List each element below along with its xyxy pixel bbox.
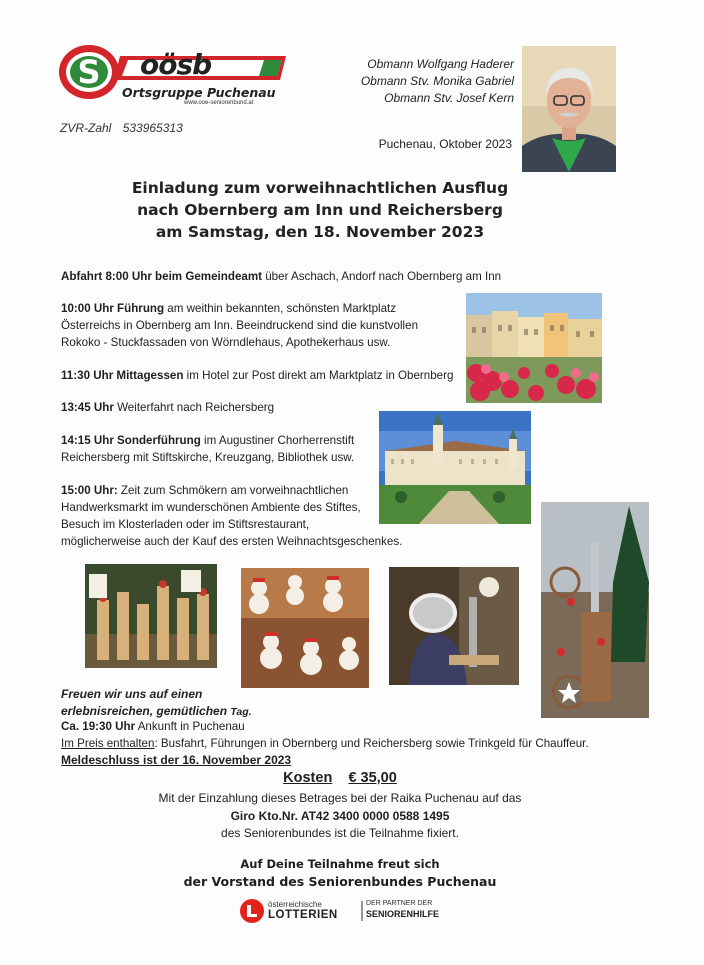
photo-wooden-crafts — [85, 564, 217, 668]
tour-line-3: Rokoko - Stuckfassaden von Wörndlehaus, Apothekerhaus usw. — [61, 336, 391, 349]
market-line-2: Handwerksmarkt im wunderschönen Ambiente des Stiftes, — [61, 501, 361, 514]
program-guided-tour — [61, 300, 418, 351]
officer-deputy-2: Obmann Stv. Josef Kern — [384, 91, 514, 105]
program-departure — [61, 268, 501, 285]
registration-deadline: Meldeschluss ist der 16. November 2023 — [61, 753, 292, 767]
letter-date: Puchenau, Oktober 2023 — [378, 137, 512, 151]
officer-deputy-1: Obmann Stv. Monika Gabriel — [360, 74, 514, 88]
title-line-1: Einladung zum vorweihnachtlichen Ausflug — [131, 179, 509, 197]
partner-small-text: DER PARTNER DER — [366, 900, 433, 907]
closing-wish-line-2: erlebnisreichen, gemütlichen — [61, 704, 228, 718]
special-tour-time: 14:15 Uhr Sonderführung — [61, 434, 201, 447]
program-onward — [61, 399, 274, 416]
signature-block — [0, 855, 680, 891]
arrival-text: Ankunft in Puchenau — [135, 720, 245, 733]
title-line-3: am Samstag, den 18. November 2023 — [155, 223, 485, 241]
cost-value: € 35,00 — [348, 770, 397, 786]
program-special-tour — [61, 432, 354, 466]
payment-line-3: des Seniorenbundes ist die Teilnahme fixiert. — [221, 826, 459, 840]
special-tour-line-1: im Augustiner Chorherrenstift — [200, 434, 355, 447]
program-market — [61, 482, 402, 550]
photo-reichersberg-abbey — [379, 411, 531, 524]
payment-line-1: Mit der Einzahlung dieses Betrages bei der Raika Puchenau auf das — [158, 791, 522, 805]
logo-wordmark: oösb — [140, 48, 212, 81]
chairman-portrait — [522, 46, 616, 172]
signature-line-1: Auf Deine Teilnahme freut sich — [240, 857, 440, 871]
logo-url: www.ooe-seniorenbund.at — [184, 100, 254, 106]
photo-craftsman-at-work — [389, 567, 519, 685]
closing-wish-line-1: Freuen wir uns auf einen — [61, 687, 203, 701]
cost-line — [0, 770, 680, 786]
program-lunch — [61, 367, 453, 384]
zvr-number: 533965313 — [122, 121, 183, 135]
market-time: 15:00 Uhr: — [61, 484, 118, 497]
officers-list — [361, 56, 514, 107]
price-includes-label: Im Preis enthalten — [61, 737, 155, 750]
zvr-label: ZVR-Zahl — [60, 121, 112, 135]
onward-time: 13:45 Uhr — [61, 401, 114, 414]
price-includes-line — [61, 737, 589, 750]
arrival-line — [61, 720, 245, 733]
closing-wish-tag: Tag. — [230, 706, 252, 718]
tour-time: 10:00 Uhr Führung — [61, 302, 165, 315]
logo-group-name: Ortsgruppe Puchenau — [122, 85, 276, 100]
zvr-line — [60, 121, 183, 135]
photo-snowman-figures — [241, 568, 369, 688]
tour-line-2: Österreichs in Obernberg am Inn. Beeindruckend sind die kunstvollen — [61, 319, 419, 332]
oosb-logo — [42, 40, 287, 112]
cost-label: Kosten — [283, 770, 333, 786]
closing-wish — [61, 686, 252, 721]
lotto-brand: LOTTERIEN — [268, 909, 338, 921]
departure-time: Abfahrt 8:00 Uhr beim Gemeindeamt — [61, 270, 263, 283]
lotto-small-text: österreichische — [268, 900, 322, 909]
lunch-time: 11:30 Uhr Mittagessen — [61, 369, 184, 382]
photo-christmas-market-tree — [541, 502, 649, 718]
market-line-4: möglicherweise auch der Kauf des ersten Weihnachtsgeschenkes. — [61, 535, 403, 548]
arrival-time: Ca. 19:30 Uhr — [61, 720, 136, 733]
officer-chair: Obmann Wolfgang Haderer — [367, 57, 514, 71]
onward-text: Weiterfahrt nach Reichersberg — [113, 401, 275, 414]
lotterien-sponsor-logo — [240, 897, 450, 925]
departure-route: über Aschach, Andorf nach Obernberg am Inn — [262, 270, 502, 283]
logo-s-emblem — [58, 43, 120, 101]
invitation-title — [0, 177, 640, 243]
market-line-1: Zeit zum Schmökern am vorweihnachtlichen — [117, 484, 349, 497]
photo-obernberg-square — [466, 293, 602, 403]
partner-brand: SENIORENHILFE — [366, 909, 440, 919]
signature-line-2: der Vorstand des Seniorenbundes Puchenau — [183, 874, 497, 889]
price-includes-text: : Busfahrt, Führungen in Obernberg und Reichersberg sowie Trinkgeld für Chauffeur. — [154, 737, 589, 750]
title-line-2: nach Obernberg am Inn und Reichersberg — [137, 201, 503, 219]
special-tour-line-2: Reichersberg mit Stiftskirche, Kreuzgang, Bibliothek usw. — [61, 451, 355, 464]
payment-account: Giro Kto.Nr. AT42 3400 0000 0588 1495 — [230, 808, 450, 823]
svg-text:S: S — [77, 53, 101, 91]
payment-instructions — [0, 790, 680, 843]
market-line-3: Besuch im Klosterladen oder im Stiftsrestaurant, — [61, 518, 310, 531]
lunch-text: im Hotel zur Post direkt am Marktplatz in Obernberg — [183, 369, 454, 382]
tour-line-1: am weithin bekannten, schönsten Marktplatz — [164, 302, 397, 315]
